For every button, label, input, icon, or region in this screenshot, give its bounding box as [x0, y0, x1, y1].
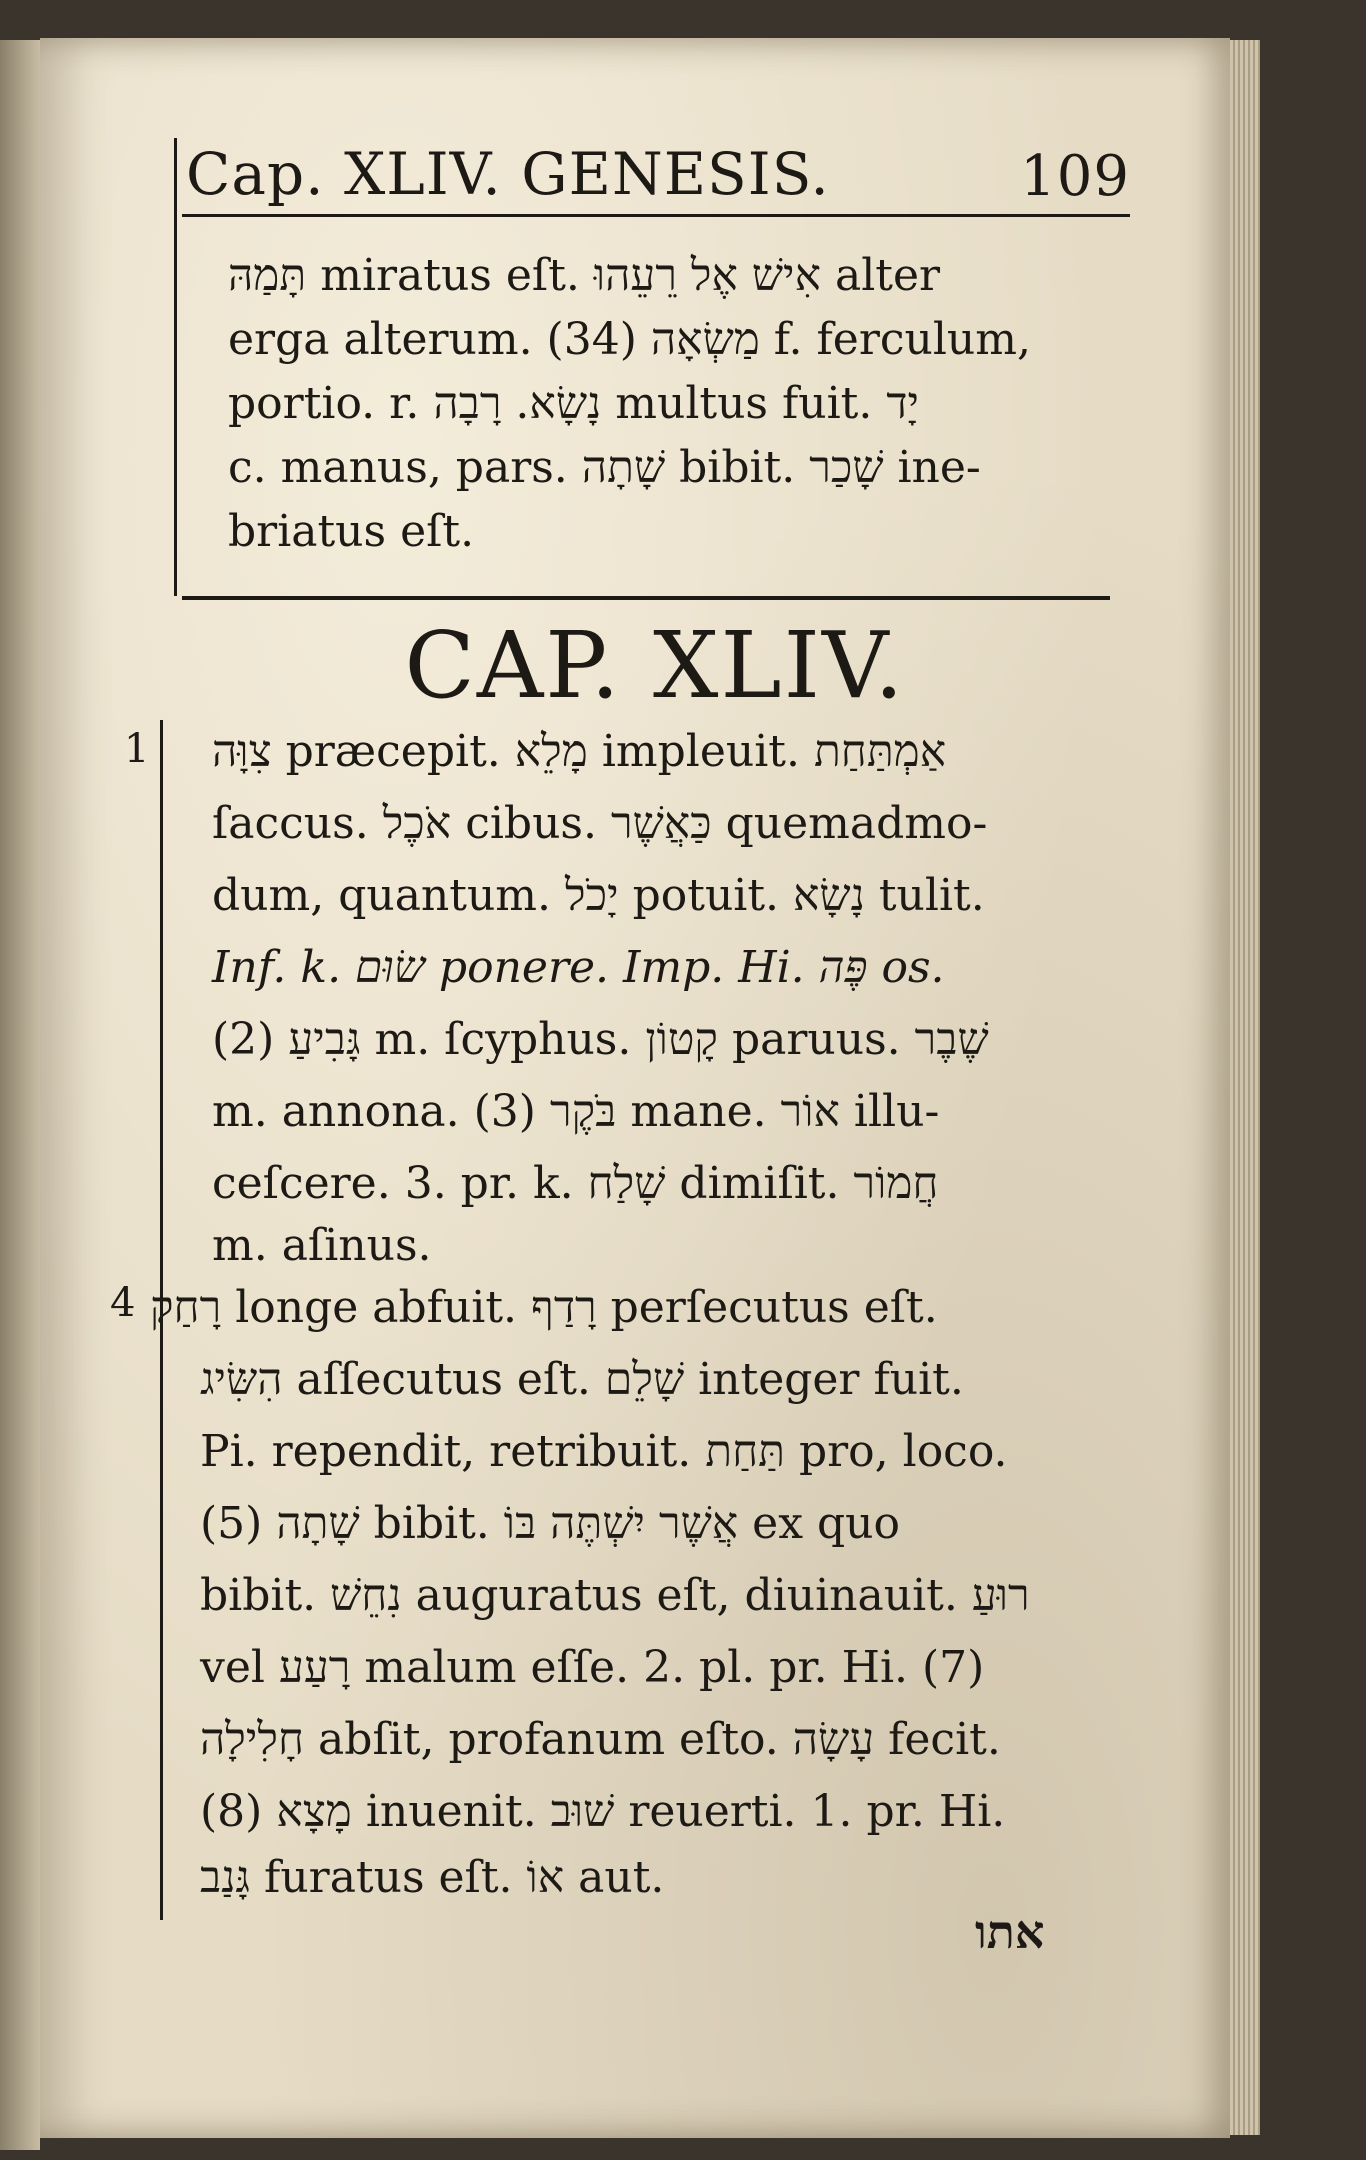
text-line: dum, quantum. יָכֹל potuit. נָשָׂא tulit. — [212, 870, 985, 921]
page-number: 109 — [1020, 144, 1130, 209]
text-line: צִוָּה præcepit. מָלֵא impleuit. אַמְתַּחַת — [212, 726, 947, 777]
text-line: m. annona. (3) בֹּקֶר mane. אוֹר illu- — [212, 1086, 940, 1137]
text-line: (2) גָּבִיעַ m. ſcyphus. קָטוֹן paruus. שֶׁבֶר — [212, 1014, 989, 1065]
verse-number: 4 — [110, 1280, 136, 1326]
text-line: Pi. rependit, retribuit. תַּחַת pro, loco. — [200, 1426, 1008, 1477]
text-line: ceſcere. 3. pr. k. שָׁלַח dimiſit. חֲמוֹר — [212, 1158, 939, 1209]
section-rule — [182, 596, 1110, 600]
text-line: חָלִילָה abſit, profanum eſto. עָשָׂה fecit. — [200, 1714, 1001, 1765]
text-line: הִשִּׂיג aſſecutus eſt. שָׁלֵם integer fuit. — [200, 1354, 964, 1405]
text-line: תָּמַהּ miratus eſt. אִישׁ אֶל רֵעֵהוּ alter — [228, 250, 941, 301]
text-line: bibit. נִחֵשׁ auguratus eſt, diuinauit. רוּעַ — [200, 1570, 1030, 1621]
text-line: m. aſinus. — [212, 1220, 432, 1271]
text-line: רָחַק longe abfuit. רָדַף perſecutus eſt. — [150, 1282, 938, 1333]
text-line: גָּנַב furatus eſt. אוֹ aut. — [200, 1852, 665, 1903]
text-line: c. manus, pars. שָׁתָה bibit. שָׁכַר ine- — [228, 442, 981, 493]
text-line: ſaccus. אֹכֶל cibus. כַּאֲשֶׁר quemadmo- — [212, 798, 988, 849]
catchword: אתו — [975, 1905, 1045, 1959]
text-line: Inf. k. שׂוּם ponere. Imp. Hi. פֶּה os. — [212, 942, 945, 993]
head-rule — [182, 214, 1130, 217]
margin-rule-top — [174, 138, 177, 596]
text-line: vel רָעַע malum eſſe. 2. pl. pr. Hi. (7) — [200, 1642, 985, 1693]
running-head — [180, 140, 1130, 220]
text-line: briatus eſt. — [228, 506, 475, 557]
verse-number: 1 — [124, 726, 150, 772]
chapter-heading: CAP. XLIV. — [404, 612, 906, 719]
running-head-title: Cap. XLIV. GENESIS. — [186, 140, 830, 208]
text-line: (8) מָצָא inuenit. שׁוּב reuerti. 1. pr. Hi. — [200, 1786, 1006, 1837]
text-line: (5) שָׁתָה bibit. אֲשֶׁר יִשְׁתֶּה בּוֹ ex quo — [200, 1498, 900, 1549]
text-line: erga alterum. (34) מַשְׂאָה f. ferculum, — [228, 314, 1031, 365]
text-line: portio. r. נָשָׂא. רָבָה multus fuit. יָד — [228, 378, 920, 429]
